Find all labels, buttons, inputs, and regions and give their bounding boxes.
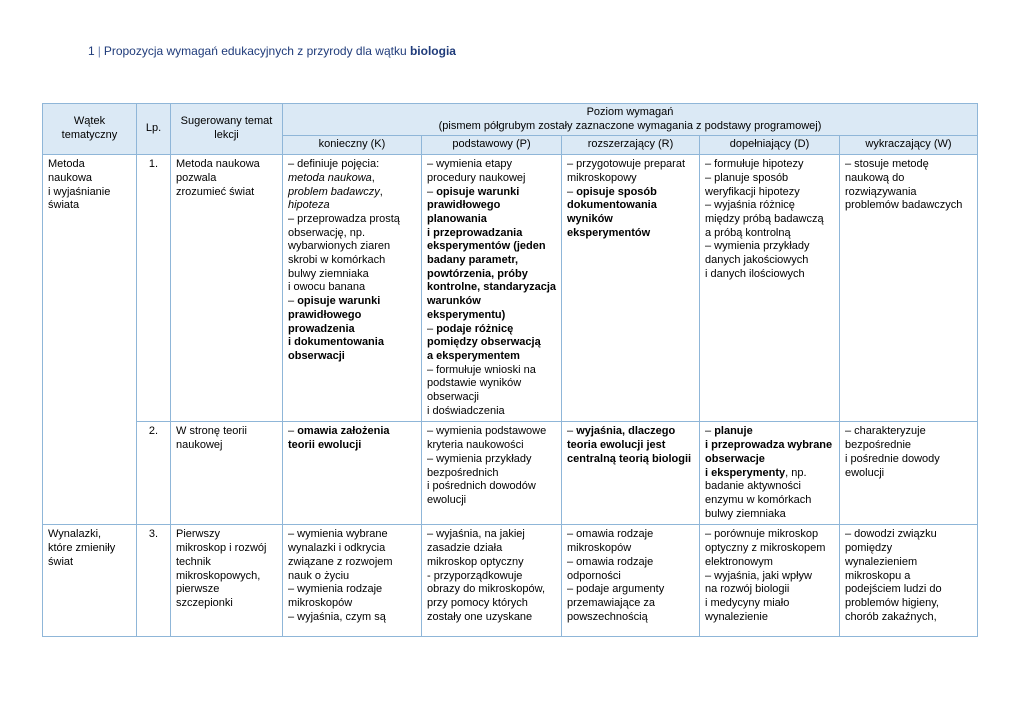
cell-line: – wyjaśnia, jaki wpływ [705, 569, 812, 582]
cell-line: i doświadczenia [427, 404, 505, 417]
cell-line [288, 350, 416, 364]
core-requirement-text: i dokumentowania [288, 336, 384, 349]
core-requirement-text: eksperymentu) [427, 308, 506, 321]
cell-line: – wymienia wybrane [288, 528, 388, 541]
cell-temat [171, 422, 283, 525]
cell-line: między próbą badawczą [705, 212, 824, 225]
term-text: metoda naukowa [288, 171, 372, 184]
cell-lp: 1. [137, 155, 171, 422]
core-requirement-text: eksperymentów [567, 226, 651, 239]
cell-line: ewolucji [427, 493, 467, 506]
cell-level-k [283, 155, 422, 422]
cell-line: wybarwionych ziaren [288, 240, 391, 253]
cell-line: W stronę teorii [176, 425, 247, 438]
cell-line [705, 453, 834, 467]
cell-level-p [422, 422, 562, 525]
cell-line: metoda naukowa, [288, 171, 375, 184]
cell-line: technik [176, 555, 211, 568]
cell-level-k [283, 422, 422, 525]
core-requirement-text: centralną teorią biologii [567, 452, 692, 465]
table-body [43, 155, 978, 637]
core-requirement-text: i przeprowadza wybrane [705, 439, 833, 452]
cell-line: optyczny z mikroskopem [705, 542, 826, 555]
core-requirement-text: planuje [714, 425, 753, 438]
cell-line: – planuje sposób [705, 171, 789, 184]
cell-line: Wynalazki, [48, 528, 102, 541]
cell-line: – porównuje mikroskop [705, 528, 819, 541]
cell-line: – formułuje wnioski na [427, 363, 536, 376]
cell-line: rozwiązywania [845, 185, 917, 198]
cell-line: – wymienia rodzaje [288, 583, 383, 596]
cell-line: a próbą kontrolną [705, 226, 791, 239]
cell-line: – dowodzi związku [845, 528, 937, 541]
cell-line: przemawiające za [567, 596, 656, 609]
core-requirement-text: planowania [427, 212, 487, 225]
core-requirement-text: pomiędzy obserwacją [427, 336, 541, 349]
cell-line: i pośrednich dowodów [427, 480, 536, 493]
cell-line: – definiuje pojęcia: [288, 158, 380, 171]
core-requirement-text: wyjaśnia, dlaczego [576, 425, 676, 438]
cell-line: i pośrednie dowody [845, 452, 940, 465]
cell-line: świat [48, 555, 74, 568]
core-requirement-text: obserwacje [705, 452, 765, 465]
core-requirement-text: kontrolne, standaryzacja [427, 281, 556, 294]
header-poziom-title: Poziom wymagań [586, 106, 674, 118]
cell-line: – przygotowuje preparat [567, 158, 686, 171]
header-title-bold: biologia [409, 44, 456, 58]
cell-line: ewolucji [845, 466, 885, 479]
cell-line: – wyjaśnia, dlaczego [567, 425, 676, 438]
cell-line: bezpośrednich [427, 466, 499, 479]
cell-level-r [562, 525, 700, 637]
cell-line: kryteria naukowości [427, 439, 524, 452]
cell-line [567, 453, 694, 467]
cell-level-w [840, 155, 978, 422]
cell-line [427, 227, 556, 241]
core-requirement-text: a eksperymentem [427, 349, 520, 362]
cell-line: które zmieniły [48, 542, 116, 555]
cell-line [427, 213, 556, 227]
table-row [43, 525, 978, 637]
cell-line: wynalezienie [705, 610, 768, 623]
cell-line: szczepionki [176, 596, 233, 609]
cell-level-w [840, 525, 978, 637]
cell-line [427, 309, 556, 323]
cell-line [705, 439, 834, 453]
cell-line: skrobi w komórkach [288, 254, 386, 267]
cell-line: – opisuje warunki [427, 185, 520, 198]
cell-line [567, 227, 694, 241]
cell-line: bezpośrednie [845, 439, 912, 452]
cell-lp: 3. [137, 525, 171, 637]
core-requirement-text: wyników [567, 212, 613, 225]
cell-line: mikroskopowych, [176, 569, 261, 582]
cell-line: mikroskop optyczny [427, 555, 524, 568]
cell-line [567, 439, 694, 453]
cell-line: mikroskopów [288, 596, 353, 609]
cell-line [427, 199, 556, 213]
cell-line [288, 199, 416, 213]
core-requirement-text: opisuje warunki [297, 295, 381, 308]
cell-line: - przyporządkowuje [427, 569, 523, 582]
cell-line: – omawia założenia [288, 425, 390, 438]
page-number: 1 [88, 44, 95, 58]
cell-line: Metoda naukowa [176, 158, 260, 171]
cell-line: zrozumieć świat [176, 185, 255, 198]
cell-line: – planuje [705, 425, 753, 438]
core-requirement-text: podaje różnicę [436, 322, 514, 335]
cell-temat [171, 155, 283, 422]
cell-line [427, 281, 556, 295]
cell-line [427, 268, 556, 282]
cell-line: świata [48, 199, 80, 212]
header-watek: Wątek tematyczny [43, 104, 137, 155]
cell-line: elektronowym [705, 555, 773, 568]
cell-line: – wyjaśnia, czym są [288, 610, 386, 623]
core-requirement-text: prowadzenia [288, 322, 355, 335]
cell-line: – formułuje hipotezy [705, 158, 804, 171]
cell-line: pomiędzy [845, 542, 893, 555]
cell-line: i medycyny miało [705, 596, 790, 609]
cell-line: – wymienia etapy [427, 158, 512, 171]
cell-line: naukowa [48, 171, 93, 184]
cell-line: chorób zakaźnych, [845, 610, 937, 623]
core-requirement-text: prawidłowego [427, 199, 501, 212]
core-requirement-text: teorii ewolucji [288, 439, 362, 452]
cell-watek [43, 155, 137, 525]
cell-line: – omawia rodzaje [567, 555, 654, 568]
cell-line [567, 199, 694, 213]
cell-line: enzymu w komórkach [705, 493, 812, 506]
core-requirement-text: i eksperymenty [705, 466, 786, 479]
header-lp: Lp. [137, 104, 171, 155]
cell-line: problem badawczy, [288, 185, 383, 198]
cell-line: pierwsze [176, 583, 220, 596]
cell-line: przy pomocy których [427, 596, 528, 609]
cell-line: – przeprowadza prostą [288, 212, 400, 225]
header-level-p: podstawowy (P) [422, 136, 562, 155]
cell-line: bulwy ziemniaka [288, 267, 369, 280]
cell-line: danych jakościowych [705, 254, 809, 267]
cell-line: wynalazki i odkrycia [288, 542, 386, 555]
core-requirement-text: opisuje sposób [576, 185, 657, 198]
cell-line: mikroskop i rozwój [176, 542, 267, 555]
cell-line: – wyjaśnia różnicę [705, 199, 795, 212]
cell-line: naukowej [176, 439, 223, 452]
cell-level-d [700, 422, 840, 525]
header-level-r: rozszerzający (R) [562, 136, 700, 155]
cell-line: mikroskopu a [845, 569, 911, 582]
cell-line [288, 323, 416, 337]
cell-line: podstawie wyników [427, 377, 522, 390]
core-requirement-text: eksperymentów (jeden [427, 240, 546, 253]
cell-line: powszechnością [567, 610, 648, 623]
cell-temat [171, 525, 283, 637]
header-level-d: dopełniający (D) [700, 136, 840, 155]
cell-line: problemów badawczych [845, 199, 963, 212]
cell-line: zostały one uzyskane [427, 610, 533, 623]
cell-level-w [840, 422, 978, 525]
cell-line: – podaje różnicę [427, 322, 514, 335]
cell-line: – wymienia przykłady [705, 240, 810, 253]
cell-line: mikroskopów [567, 542, 632, 555]
cell-line: weryfikacji hipotezy [705, 185, 800, 198]
cell-line [288, 309, 416, 323]
cell-line: i danych ilościowych [705, 267, 805, 280]
cell-line: podejściem ludzi do [845, 583, 942, 596]
table-header [43, 104, 978, 155]
cell-line: wynalezieniem [845, 555, 918, 568]
core-requirement-text: warunków [427, 295, 481, 308]
core-requirement-text: powtórzenia, próby [427, 267, 528, 280]
cell-line: i owocu banana [288, 281, 366, 294]
cell-line [427, 336, 556, 350]
term-text: hipoteza [288, 199, 330, 212]
cell-line: Pierwszy [176, 528, 221, 541]
cell-line: odporności [567, 569, 621, 582]
cell-line: mikroskopowy [567, 171, 637, 184]
cell-level-p [422, 525, 562, 637]
cell-line: – opisuje sposób [567, 185, 657, 198]
cell-line: obrazy do mikroskopów, [427, 583, 545, 596]
cell-line: – stosuje metodę [845, 158, 929, 171]
header-temat: Sugerowany temat lekcji [171, 104, 283, 155]
core-requirement-text: omawia założenia [297, 425, 390, 438]
cell-line: – omawia rodzaje [567, 528, 654, 541]
cell-line [288, 439, 416, 453]
cell-line: związane z rozwojem [288, 555, 393, 568]
cell-line: obserwacji [427, 391, 479, 404]
cell-line [567, 213, 694, 227]
cell-line [427, 350, 556, 364]
cell-line: obserwację, np. [288, 226, 366, 239]
header-poziom-sub: (pismem półgrubym zostały zaznaczone wymagania z podstawy programowej) [438, 119, 822, 132]
cell-line: procedury naukowej [427, 171, 526, 184]
cell-lp: 2. [137, 422, 171, 525]
cell-line: Metoda [48, 158, 85, 171]
cell-line: – charakteryzuje [845, 425, 926, 438]
requirements-table [42, 103, 978, 637]
cell-line: – wyjaśnia, na jakiej [427, 528, 525, 541]
core-requirement-text: i przeprowadzania [427, 226, 523, 239]
core-requirement-text: obserwacji [288, 349, 345, 362]
core-requirement-text: dokumentowania [567, 199, 657, 212]
cell-line: – wymienia podstawowe [427, 425, 547, 438]
cell-line [427, 295, 556, 309]
table-row [43, 422, 978, 525]
cell-line: na rozwój biologii [705, 583, 790, 596]
page-header [88, 44, 456, 58]
table-row [43, 155, 978, 422]
core-requirement-text: teoria ewolucji jest [567, 439, 666, 452]
cell-level-d [700, 155, 840, 422]
cell-line: badanie aktywności [705, 480, 802, 493]
header-poziom [283, 104, 978, 136]
header-level-w: wykraczający (W) [840, 136, 978, 155]
header-level-k: konieczny (K) [283, 136, 422, 155]
cell-line: bulwy ziemniaka [705, 507, 786, 520]
cell-level-r [562, 155, 700, 422]
cell-line [427, 240, 556, 254]
cell-line: i eksperymenty, np. [705, 466, 807, 479]
cell-line: nauk o życiu [288, 569, 350, 582]
core-requirement-text: opisuje warunki [436, 185, 520, 198]
cell-level-r [562, 422, 700, 525]
cell-line: i wyjaśnianie [48, 185, 111, 198]
core-requirement-text: prawidłowego [288, 308, 362, 321]
cell-line: – podaje argumenty [567, 583, 665, 596]
cell-line: – wymienia przykłady [427, 452, 532, 465]
cell-level-k [283, 525, 422, 637]
core-requirement-text: badany parametr, [427, 254, 519, 267]
cell-line: problemów higieny, [845, 596, 939, 609]
term-text: problem badawczy [288, 185, 380, 198]
cell-line: – opisuje warunki [288, 295, 381, 308]
cell-line [288, 336, 416, 350]
cell-level-d [700, 525, 840, 637]
header-title: Propozycja wymagań edukacyjnych z przyrody dla wątku [103, 44, 407, 58]
cell-watek [43, 525, 137, 637]
cell-line: naukową do [845, 171, 905, 184]
cell-line [427, 254, 556, 268]
header-separator: | [97, 44, 101, 58]
cell-level-p [422, 155, 562, 422]
cell-line: pozwala [176, 171, 217, 184]
cell-line: zasadzie działa [427, 542, 503, 555]
